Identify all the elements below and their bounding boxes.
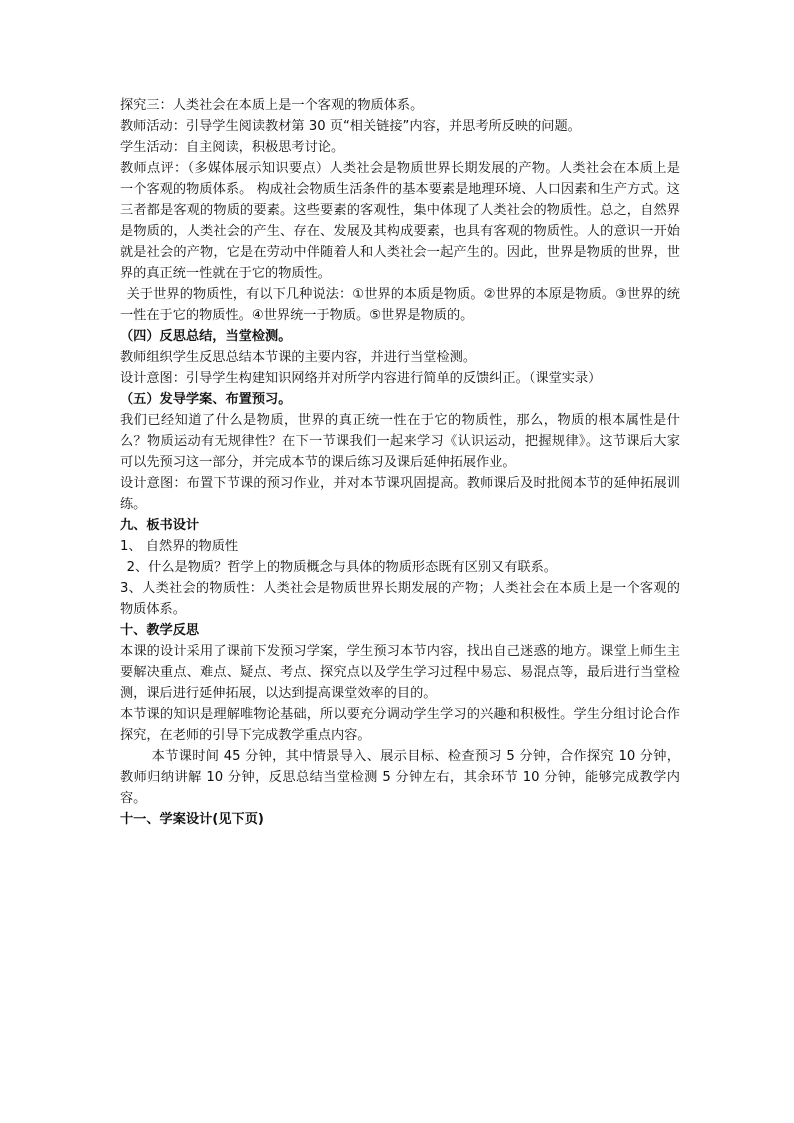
section-study-plan: 十一、学案设计(见下页) <box>120 812 264 827</box>
board-item-3: 3、人类社会的物质性：人类社会是物质世界长期发展的产物；人类社会在本质上是一个客观的物质体系。 <box>120 581 680 617</box>
section-guide-preview: （五）发导学案、布置预习。 <box>120 392 292 407</box>
design-intent-1: 设计意图：引导学生构建知识网络并对所学内容进行简单的反馈纠正。（课堂实录） <box>120 371 602 386</box>
inquiry-three-heading: 探究三：人类社会在本质上是一个客观的物质体系。 <box>120 98 424 113</box>
reflection-instruction: 教师组织学生反思总结本节课的主要内容，并进行当堂检测。 <box>120 350 477 365</box>
section-reflection-test: （四）反思总结，当堂检测。 <box>120 329 292 344</box>
preview-paragraph: 我们已经知道了什么是物质，世界的真正统一性在于它的物质性，那么，物质的根本属性是什么？物质运动有无规律性？在下一节课我们一起来学习《认识运动，把握规律》。这节课后大家可以先预习这一部分，并完成本节的课后练习及课后延伸拓展作业。 <box>120 413 680 470</box>
document-page <box>120 95 680 830</box>
student-activity: 学生活动：自主阅读，积极思考讨论。 <box>120 140 345 155</box>
board-item-2: 2、什么是物质？哲学上的物质概念与具体的物质形态既有区别又有联系。 <box>126 560 557 575</box>
teacher-comment: 教师点评：（多媒体展示知识要点）人类社会是物质世界长期发展的产物。人类社会在本质上是一个客观的物质体系。 构成社会物质生活条件的基本要素是地理环境、人口因素和生产方式。这三者都是客观的物质的要素。这些要素的客观性，集中体现了人类社会的物质性。总之，自然界是物质的，人类社会的产生、存在、发展及其构成要素，也具有客观的物质性。人的意识一开始就是社会的产物，它是在劳动中伴随着人和人类社会一起产生的。因此，世界是物质的世界，世界的真正统一性就在于它的物质性。 <box>120 161 680 281</box>
section-board-design: 九、板书设计 <box>120 518 200 533</box>
section-teaching-reflection: 十、教学反思 <box>120 623 200 638</box>
board-item-1: 1、 自然界的物质性 <box>120 539 239 554</box>
design-intent-2: 设计意图：布置下节课的预习作业，并对本节课巩固提高。教师课后及时批阅本节的延伸拓展训练。 <box>120 476 680 512</box>
reflection-paragraph-2: 本节课的知识是理解唯物论基础，所以要充分调动学生学习的兴趣和积极性。学生分组讨论合作探究，在老师的引导下完成教学重点内容。 <box>120 707 680 743</box>
reflection-paragraph-3: 本节课时间 45 分钟，其中情景导入、展示目标、检查预习 5 分钟，合作探究 10 分钟，教师归纳讲解 10 分钟，反思总结当堂检测 5 分钟左右，其余环节 10 分钟，能够完成教学内容。 <box>120 749 680 806</box>
materiality-statements: 关于世界的物质性，有以下几种说法：①世界的本质是物质。②世界的本原是物质。③世界的统一性在于它的物质性。④世界统一于物质。⑤世界是物质的。 <box>120 287 680 323</box>
reflection-paragraph-1: 本课的设计采用了课前下发预习学案，学生预习本节内容，找出自己迷惑的地方。课堂上师生主要解决重点、难点、疑点、考点、探究点以及学生学习过程中易忘、易混点等，最后进行当堂检测，课后进行延伸拓展，以达到提高课堂效率的目的。 <box>120 644 680 701</box>
teacher-activity: 教师活动：引导学生阅读教材第 30 页“相关链接”内容，并思考所反映的问题。 <box>120 119 581 134</box>
